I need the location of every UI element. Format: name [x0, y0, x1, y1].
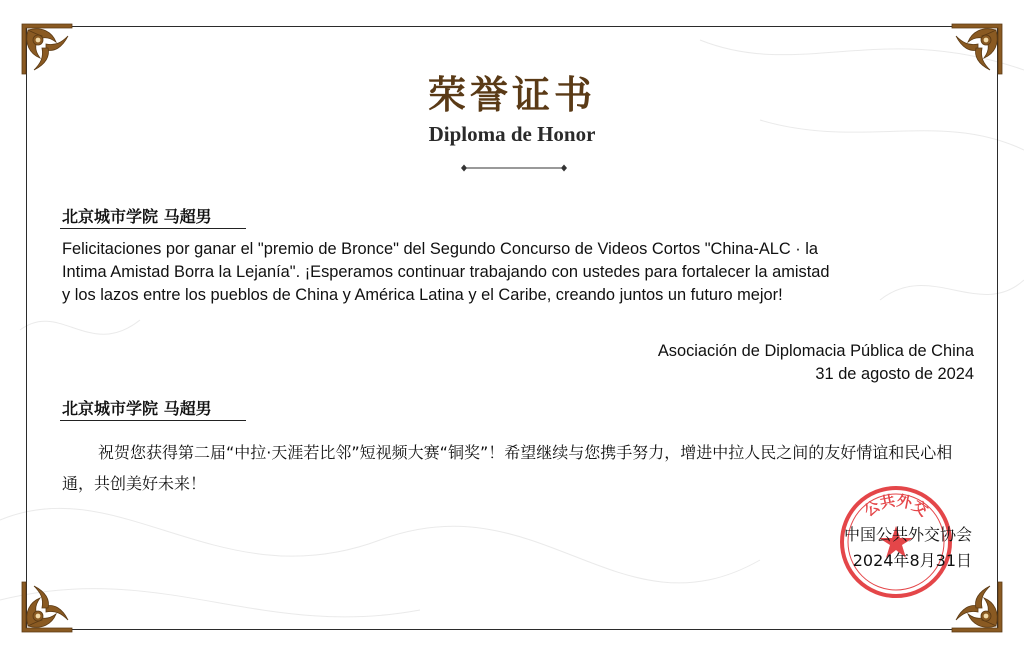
seal-text: 公共外交 [860, 491, 932, 521]
spanish-line: Intima Amistad Borra la Lejanía". ¡Esperamos continuar trabajando con ustedes para fortalecer la amistad [62, 263, 830, 281]
title-chinese: 荣誉证书 [427, 72, 596, 117]
recipient-name-chinese-section: 北京城市学院 马超男 [62, 399, 212, 418]
recipient-name-spanish-section: 北京城市学院 马超男 [62, 207, 212, 226]
congratulation-text-chinese: 祝贺您获得第二届“中拉·天涯若比邻”短视频大赛“铜奖”！希望继续与您携手努力，增进中拉人民之间的友好情谊和民心相通，共创美好未来！ [62, 443, 953, 493]
recipient-underline [60, 420, 246, 421]
title-spanish: Diploma de Honor [428, 122, 596, 146]
issuer-chinese: 中国公共外交协会 [843, 525, 972, 544]
date-spanish: 31 de agosto de 2024 [815, 365, 974, 383]
issuer-spanish: Asociación de Diplomacia Pública de China [657, 342, 974, 360]
corner-ornament-icon [12, 576, 78, 642]
date-chinese: 2024年8月31日 [852, 551, 972, 570]
recipient-underline [60, 228, 246, 229]
spanish-line: Felicitaciones por ganar el "premio de Bronce" del Segundo Concurso de Videos Cortos "China-ALC · la [62, 240, 819, 258]
spanish-line: y los lazos entre los pueblos de China y América Latina y el Caribe, creando juntos un futuro mejor! [62, 286, 783, 304]
title-divider [460, 164, 568, 172]
congratulation-text-spanish [62, 238, 974, 307]
